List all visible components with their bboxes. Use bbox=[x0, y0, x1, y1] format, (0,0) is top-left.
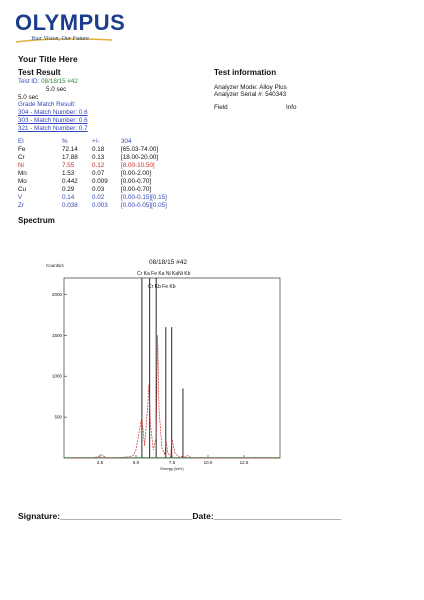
element-error: 0.07 bbox=[92, 170, 105, 177]
element-row bbox=[18, 154, 167, 162]
element-error: 0.009 bbox=[92, 178, 108, 185]
test-id-row bbox=[18, 78, 78, 86]
element-symbol: Fe bbox=[18, 146, 26, 153]
duration-2: 5.0 sec bbox=[18, 94, 39, 101]
element-grade-range: [0.00-2.00] bbox=[121, 170, 152, 177]
element-symbol: Zr bbox=[18, 202, 24, 209]
element-table bbox=[18, 138, 167, 210]
element-percent: 0.038 bbox=[62, 202, 78, 209]
grade-match-link[interactable]: 304 - Match Number: 0.6 bbox=[18, 109, 88, 116]
peak-labels-row2: Cr Kb Fe Kb bbox=[148, 284, 176, 290]
element-percent: 7.55 bbox=[62, 162, 75, 169]
x-tick-label: 5.0 bbox=[132, 460, 140, 465]
element-error: 0.003 bbox=[92, 202, 108, 209]
date-line[interactable]: ___________________________ bbox=[213, 511, 342, 521]
spectrum-heading: Spectrum bbox=[18, 216, 55, 225]
element-row bbox=[18, 202, 167, 210]
info-label: Info bbox=[286, 104, 297, 111]
header-err: +/- bbox=[92, 138, 100, 145]
element-grade-range: [8.00-10.50] bbox=[121, 162, 155, 169]
element-row bbox=[18, 146, 167, 154]
element-row bbox=[18, 186, 167, 194]
test-id-value: 08/18/15 #42 bbox=[41, 78, 78, 85]
element-table-header bbox=[18, 138, 167, 146]
chart-title: 08/18/15 #42 bbox=[149, 259, 187, 266]
header-el: El bbox=[18, 138, 24, 145]
signature-row bbox=[18, 511, 341, 521]
element-symbol: V bbox=[18, 194, 23, 201]
element-error: 0.03 bbox=[92, 186, 105, 193]
header-pct: % bbox=[62, 138, 68, 145]
y-axis-label: Counts/s bbox=[46, 263, 64, 268]
analyzer-serial: Analyzer Serial #: 540343 bbox=[214, 91, 287, 98]
x-tick-label: 10.0 bbox=[203, 460, 213, 465]
test-information-heading: Test information bbox=[214, 68, 277, 77]
grade-match-link[interactable]: 321 - Match Number: 0.7 bbox=[18, 125, 88, 132]
element-error: 0.02 bbox=[92, 194, 105, 201]
brand-logo: OLYMPUS bbox=[15, 10, 126, 35]
element-symbol: Cu bbox=[18, 186, 27, 193]
x-tick-label: 2.5 bbox=[96, 460, 104, 465]
y-tick-label: 2000 bbox=[51, 291, 62, 297]
grade-match-link[interactable]: 303 - Match Number: 0.6 bbox=[18, 117, 88, 124]
peak-labels-row1: Cr Ka Fe Ka Ni KaNi Kb bbox=[137, 271, 191, 277]
spectrum-chart bbox=[40, 250, 290, 475]
x-tick-label: 7.5 bbox=[168, 460, 176, 465]
element-error: 0.18 bbox=[92, 146, 105, 153]
element-symbol: Cr bbox=[18, 154, 25, 161]
element-symbol: Mo bbox=[18, 178, 27, 185]
element-grade-range: [65.03-74.00] bbox=[121, 146, 159, 153]
y-tick-label: 500 bbox=[54, 414, 62, 420]
element-row bbox=[18, 170, 167, 178]
y-tick-label: 1000 bbox=[51, 373, 62, 379]
element-percent: 72.14 bbox=[62, 146, 78, 153]
grade-match-heading: Grade Match Result: bbox=[18, 101, 76, 108]
element-percent: 0.14 bbox=[62, 194, 75, 201]
element-grade-range: [0.00-0.70] bbox=[121, 186, 152, 193]
element-grade-range: [0.00-0.15][0.15] bbox=[121, 194, 167, 201]
element-percent: 17.88 bbox=[62, 154, 78, 161]
spectrum-series-line bbox=[71, 335, 280, 458]
element-symbol: Ni bbox=[18, 162, 24, 169]
element-row bbox=[18, 194, 167, 202]
x-axis-label: Energy (keV) bbox=[160, 466, 184, 471]
signature-line[interactable]: ____________________________ bbox=[60, 511, 193, 521]
element-grade-range: [0.00-0.05][0.05] bbox=[121, 202, 167, 209]
x-tick-label: 12.5 bbox=[239, 460, 249, 465]
element-grade-range: [0.00-0.70] bbox=[121, 178, 152, 185]
element-error: 0.13 bbox=[92, 154, 105, 161]
analyzer-mode: Analyzer Mode: Alloy Plus bbox=[214, 84, 287, 91]
element-error: 0.12 bbox=[92, 162, 105, 169]
field-label: Field bbox=[214, 104, 228, 111]
test-id-label: Test ID: bbox=[18, 78, 40, 85]
element-percent: 0.442 bbox=[62, 178, 78, 185]
brand-tagline: Your Vision, Our Future bbox=[31, 36, 89, 42]
element-row bbox=[18, 162, 167, 170]
y-tick-label: 1500 bbox=[51, 332, 62, 338]
element-symbol: Mn bbox=[18, 170, 27, 177]
element-percent: 0.29 bbox=[62, 186, 75, 193]
element-row bbox=[18, 178, 167, 186]
element-grade-range: [18.00-20.00] bbox=[121, 154, 159, 161]
header-grade: 304 bbox=[121, 138, 132, 145]
date-label: Date: bbox=[192, 511, 214, 521]
report-title: Your Title Here bbox=[18, 54, 78, 64]
signature-label: Signature: bbox=[18, 511, 61, 521]
test-result-heading: Test Result bbox=[18, 68, 61, 77]
element-percent: 1.53 bbox=[62, 170, 75, 177]
duration-1: 5.0 sec bbox=[46, 86, 67, 93]
